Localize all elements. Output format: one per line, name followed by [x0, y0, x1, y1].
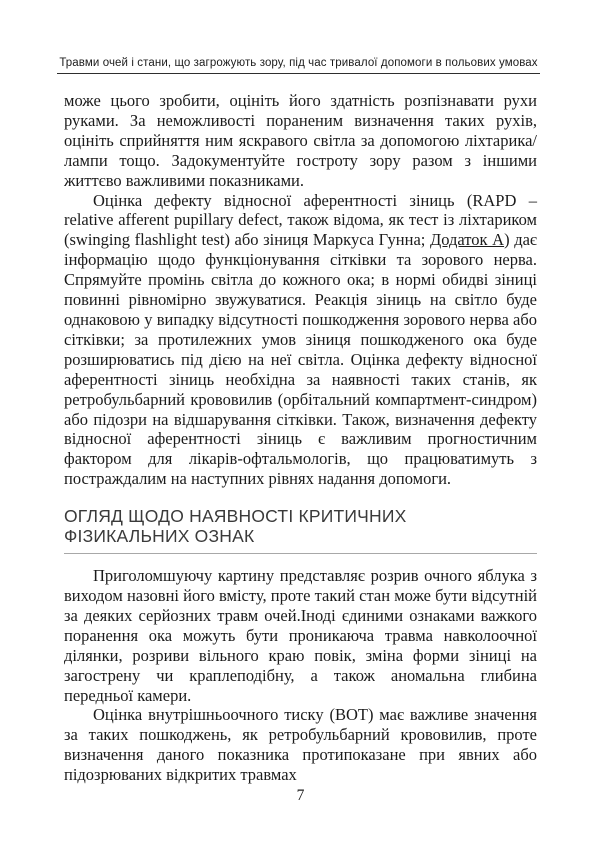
- page-body: [64, 91, 537, 785]
- paragraph-rapd-text-after: ) дає інформацію щодо функціонування сітківки та зорового нерва. Спрямуйте промінь світла до кожного ока; в нормі обидві зіниці повинні рівномірно звужуватися. Реакція зіниць на світло буде однаковою у випадку відсутності пошкодження зорового нерва або сітківки; за протилежних умов зіниця пошкодженого ока буде розширюватись під дією на неї світла. Оцінка дефекту відносної аферентності зіниць необхідна за наявності таких станів, як ретробульбарний крововилив (орбітальний компартмент-синдром) або підозри на відшарування сітківки. Також, визначення дефекту відносної аферентності зіниць є важливим прогностичним фактором для лікарів-офтальмологів, що працюватимуть з постраждалим на наступних рівнях надання допомоги.: [64, 230, 537, 489]
- paragraph-rapd-text-before: Оцінка дефекту відносної аферентності зіниць (RAPD – relative afferent pupillary defect, також відома, як тест із ліхтариком (swinging flashlight test) або зіниця Маркуса Гунна;: [64, 190, 537, 250]
- page-number: 7: [296, 787, 305, 804]
- paragraph-critical-signs: Приголомшуючу картину представляє розрив очного яблука з виходом назовні його вмісту, проте такий стан може бути відсутній за деяких серйозних травм очей.Іноді єдиними ознаками важкого поранення ока можуть бути проникаюча травма навколоочної ділянки, розриви вільного краю повік, зміна форми зіниці на загострену чи краплеподібну, а також аномальна глибина передньої камери.: [64, 566, 537, 705]
- appendix-a-link[interactable]: Додаток А: [429, 230, 505, 250]
- running-header-text: Травми очей і стани, що загрожують зору, під час тривалої допомоги в польових умовах: [59, 57, 538, 69]
- paragraph-visual-acuity: може цього зробити, оцініть його здатність розпізнавати рухи руками. За неможливості пораненим визначення таких рухів, оцініть сприйняття ним яскравого світла за допомогою ліхтарика/лампи тощо. Задокументуйте гостроту зору разом з іншими життєво важливими показниками.: [64, 91, 537, 190]
- running-header: [57, 57, 540, 74]
- paragraph-rapd: [64, 191, 537, 490]
- section-heading: ОГЛЯД ЩОДО НАЯВНОСТІ КРИТИЧНИХ ФІЗИКАЛЬНИХ ОЗНАК: [64, 506, 537, 554]
- paragraph-iop: Оцінка внутрішньоочного тиску (ВОТ) має важливе значення за таких пошкоджень, як ретробульбарний крововилив, проте визначення даного показника протипоказане при явних або підозрюваних відкритих травмах: [64, 705, 537, 785]
